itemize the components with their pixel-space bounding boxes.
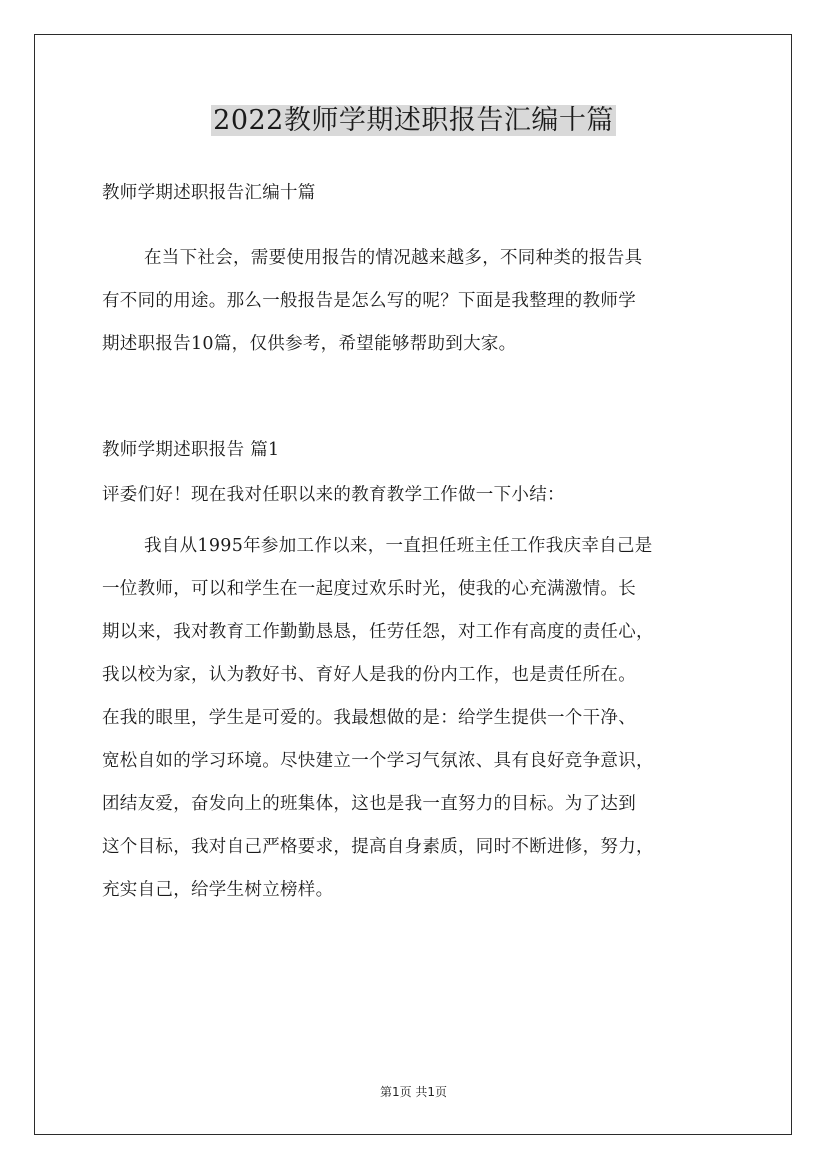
spacer [102,517,738,525]
document-body [102,172,738,912]
document-subtitle: 教师学期述职报告汇编十篇 [102,183,316,203]
document-title-text: 2022教师学期述职报告汇编十篇 [213,105,614,136]
page-number: 第1页 共1页 [379,1085,448,1099]
body-line: 期以来，我对教育工作勤勤恳恳，任劳任怨，对工作有高度的责任心， [102,622,654,642]
body-line: 这个目标，我对自己严格要求，提高自身素质，同时不断进修，努力， [102,837,654,857]
spacer [102,366,738,426]
body-line: 团结友爱，奋发向上的班集体，这也是我一直努力的目标。为了达到 [102,794,636,814]
intro-line: 在当下社会，需要使用报告的情况越来越多，不同种类的报告具 [144,248,643,268]
intro-line: 期述职报告10篇，仅供参考，希望能够帮助到大家。 [102,334,517,354]
body-line: 一位教师，可以和学生在一起度过欢乐时光，使我的心充满激情。长 [102,579,636,599]
section-heading: 教师学期述职报告 篇1 [102,440,280,460]
body-line: 宽松自如的学习环境。尽快建立一个学习气氛浓、具有良好竞争意识， [102,751,654,771]
spacer [102,215,738,237]
page-footer [0,1083,827,1100]
intro-line: 有不同的用途。那么一般报告是怎么写的呢？下面是我整理的教师学 [102,291,636,311]
body-line: 我自从1995年参加工作以来，一直担任班主任工作我庆幸自己是 [144,536,653,556]
body-line: 在我的眼里，学生是可爱的。我最想做的是：给学生提供一个干净、 [102,708,636,728]
document-title [0,101,827,141]
section-greeting: 评委们好！现在我对任职以来的教育教学工作做一下小结： [102,485,565,505]
body-line: 我以校为家，认为教好书、育好人是我的份内工作，也是责任所在。 [102,665,636,685]
body-line: 充实自己，给学生树立榜样。 [102,880,334,900]
